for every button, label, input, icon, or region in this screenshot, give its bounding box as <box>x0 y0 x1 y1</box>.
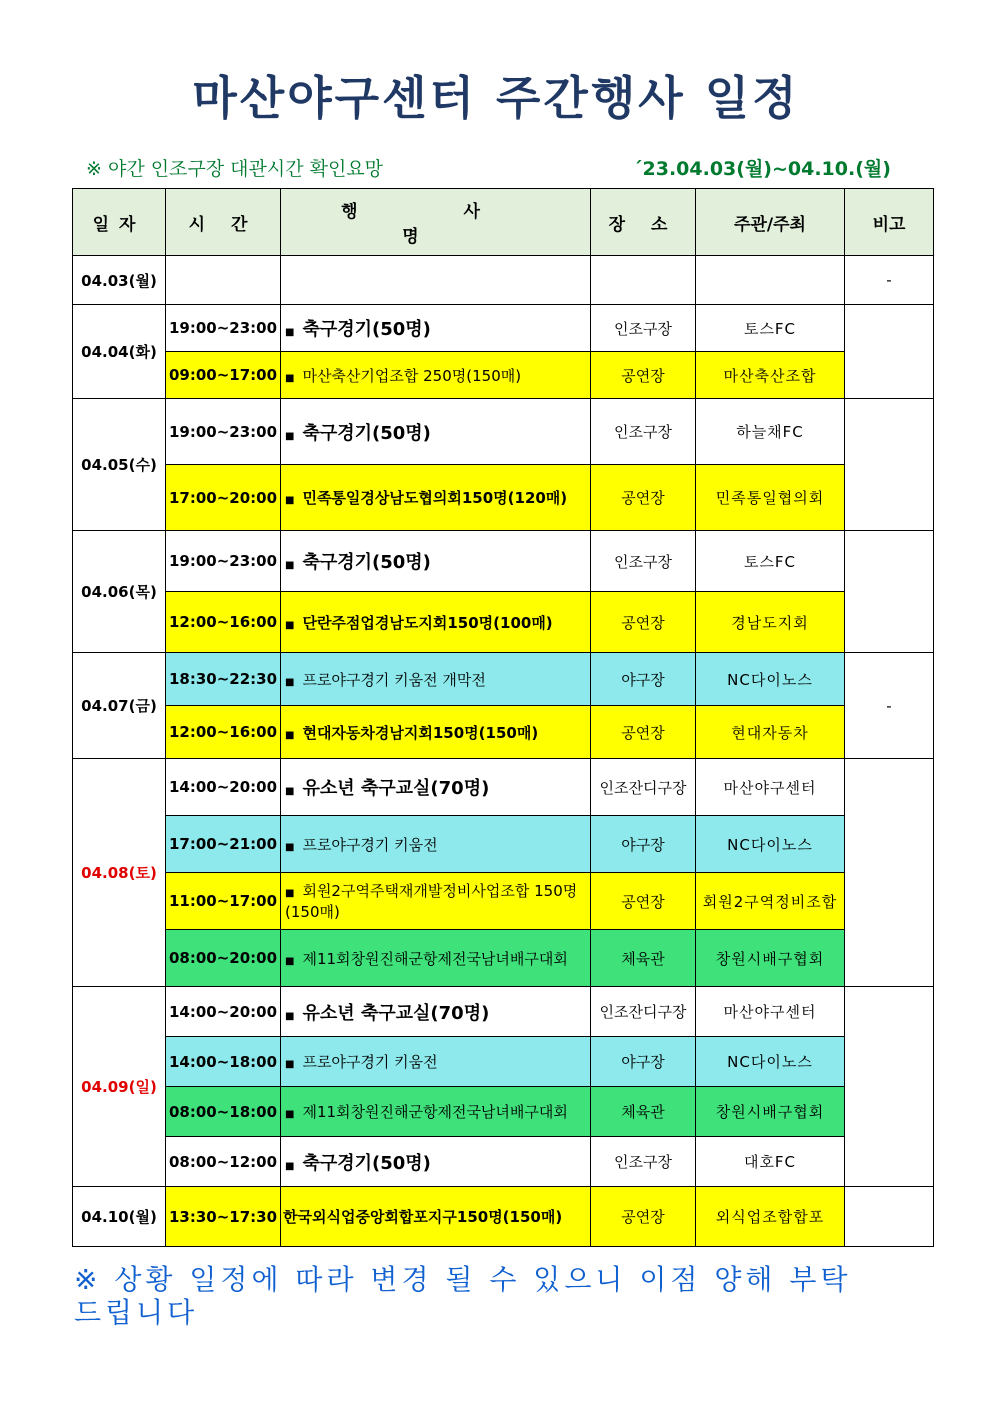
time-cell: 12:00~16:00 <box>166 592 281 653</box>
place-cell: 공연장 <box>591 592 696 653</box>
date-cell: 04.05(수) <box>73 399 166 531</box>
date-cell: 04.03(월) <box>73 256 166 305</box>
time-cell: 12:00~16:00 <box>166 706 281 759</box>
table-row <box>73 399 934 465</box>
table-row <box>73 465 934 531</box>
table-row <box>73 531 934 592</box>
date-cell: 04.09(일) <box>73 987 166 1187</box>
bullet-icon: ■ <box>285 495 295 506</box>
bullet-icon: ■ <box>285 888 295 899</box>
place-cell: 야구장 <box>591 816 696 873</box>
event-cell: ■ 마산축산기업조합 250명(150매) <box>281 352 591 399</box>
schedule-table <box>72 188 934 1247</box>
org-cell: 민족통일협의회 <box>696 465 845 531</box>
event-cell: ■ 축구경기(50명) <box>281 531 591 592</box>
time-cell: 19:00~23:00 <box>166 305 281 352</box>
bullet-icon: ■ <box>285 327 295 338</box>
memo-cell: - <box>845 256 934 305</box>
header-org: 주관/주최 <box>696 189 845 256</box>
event-cell: ■ 현대자동차경남지회150명(150매) <box>281 706 591 759</box>
memo-cell <box>845 531 934 653</box>
org-cell: 외식업조합합포 <box>696 1187 845 1247</box>
date-cell: 04.06(목) <box>73 531 166 653</box>
time-cell: 14:00~18:00 <box>166 1037 281 1087</box>
event-cell: ■ 민족통일경상남도협의회150명(120매) <box>281 465 591 531</box>
bullet-icon: ■ <box>285 560 295 571</box>
place-cell: 체육관 <box>591 1087 696 1137</box>
event-cell: ■ 프로야구경기 키움전 <box>281 816 591 873</box>
bullet-icon: ■ <box>285 1109 295 1120</box>
memo-cell <box>845 305 934 399</box>
period-text: ´23.04.03(월)~04.10.(월) <box>633 158 891 180</box>
org-cell: 마산야구센터 <box>696 759 845 816</box>
event-cell <box>281 256 591 305</box>
org-cell: 회원2구역정비조합 <box>696 873 845 930</box>
place-cell: 인조구장 <box>591 305 696 352</box>
bullet-icon: ■ <box>285 786 295 797</box>
org-cell: 창원시배구협회 <box>696 1087 845 1137</box>
event-cell: ■ 축구경기(50명) <box>281 1137 591 1187</box>
org-cell <box>696 256 845 305</box>
place-cell: 야구장 <box>591 653 696 706</box>
org-cell: 현대자동차 <box>696 706 845 759</box>
event-cell: 한국외식업중앙회합포지구150명(150매) <box>281 1187 591 1247</box>
bullet-icon: ■ <box>285 372 295 384</box>
table-row <box>73 352 934 399</box>
org-cell: NC다이노스 <box>696 653 845 706</box>
table-row <box>73 706 934 759</box>
event-cell: ■ 프로야구경기 키움전 <box>281 1037 591 1087</box>
org-cell: 마산축산조합 <box>696 352 845 399</box>
org-cell: 경남도지회 <box>696 592 845 653</box>
org-cell: 토스FC <box>696 531 845 592</box>
time-cell: 14:00~20:00 <box>166 759 281 816</box>
org-cell: NC다이노스 <box>696 816 845 873</box>
table-row <box>73 987 934 1037</box>
place-cell: 인조구장 <box>591 399 696 465</box>
org-cell: 대호FC <box>696 1137 845 1187</box>
time-cell: 17:00~20:00 <box>166 465 281 531</box>
table-row <box>73 653 934 706</box>
table-row <box>73 256 934 305</box>
time-cell: 08:00~12:00 <box>166 1137 281 1187</box>
event-cell: ■ 유소년 축구교실(70명) <box>281 759 591 816</box>
time-cell: 14:00~20:00 <box>166 987 281 1037</box>
place-cell: 인조잔디구장 <box>591 759 696 816</box>
table-row <box>73 1137 934 1187</box>
footer-notice: ※ 상황 일정에 따라 변경 될 수 있으니 이점 양해 부탁드립니다 <box>74 1263 852 1329</box>
table-row <box>73 1037 934 1087</box>
place-cell: 야구장 <box>591 1037 696 1087</box>
bullet-icon: ■ <box>285 619 295 631</box>
bullet-icon: ■ <box>285 1160 295 1172</box>
memo-cell <box>845 987 934 1187</box>
place-cell: 공연장 <box>591 352 696 399</box>
time-cell <box>166 256 281 305</box>
time-cell: 08:00~18:00 <box>166 1087 281 1137</box>
time-cell: 19:00~23:00 <box>166 531 281 592</box>
event-cell: ■ 회원2구역주택재개발정비사업조합 150명(150매) <box>281 873 591 930</box>
date-cell: 04.10(월) <box>73 1187 166 1247</box>
time-cell: 09:00~17:00 <box>166 352 281 399</box>
event-cell: ■ 유소년 축구교실(70명) <box>281 987 591 1037</box>
bullet-icon: ■ <box>285 841 295 853</box>
event-cell: ■ 프로야구경기 키움전 개막전 <box>281 653 591 706</box>
place-cell: 공연장 <box>591 706 696 759</box>
memo-cell: - <box>845 653 934 759</box>
table-row <box>73 873 934 930</box>
bullet-icon: ■ <box>285 676 295 688</box>
time-cell: 11:00~17:00 <box>166 873 281 930</box>
table-row <box>73 305 934 352</box>
place-cell: 인조구장 <box>591 1137 696 1187</box>
org-cell: 토스FC <box>696 305 845 352</box>
org-cell: 창원시배구협회 <box>696 930 845 987</box>
header-time: 시 간 <box>166 189 281 256</box>
place-cell: 공연장 <box>591 873 696 930</box>
time-cell: 18:30~22:30 <box>166 653 281 706</box>
date-cell: 04.04(화) <box>73 305 166 399</box>
header-place: 장 소 <box>591 189 696 256</box>
bullet-icon: ■ <box>285 1010 295 1022</box>
place-cell: 공연장 <box>591 1187 696 1247</box>
org-cell: 하늘채FC <box>696 399 845 465</box>
table-row <box>73 759 934 816</box>
table-row <box>73 592 934 653</box>
place-cell: 인조구장 <box>591 531 696 592</box>
time-cell: 13:30~17:30 <box>166 1187 281 1247</box>
event-cell: ■ 축구경기(50명) <box>281 305 591 352</box>
event-cell: ■ 축구경기(50명) <box>281 399 591 465</box>
place-cell: 인조잔디구장 <box>591 987 696 1037</box>
table-row <box>73 930 934 987</box>
bullet-icon: ■ <box>285 955 295 967</box>
table-row <box>73 1087 934 1137</box>
table-header-row <box>73 189 934 256</box>
header-date: 일자 <box>73 189 166 256</box>
bullet-icon: ■ <box>285 430 295 442</box>
bullet-icon: ■ <box>285 1059 295 1070</box>
header-event: 행 사 명 <box>281 189 591 256</box>
place-cell: 체육관 <box>591 930 696 987</box>
org-cell: NC다이노스 <box>696 1037 845 1087</box>
notice-text: ※ 야간 인조구장 대관시간 확인요망 <box>86 158 384 180</box>
time-cell: 17:00~21:00 <box>166 816 281 873</box>
memo-cell <box>845 1187 934 1247</box>
place-cell: 공연장 <box>591 465 696 531</box>
header-memo: 비고 <box>845 189 934 256</box>
table-row <box>73 1187 934 1247</box>
table-row <box>73 816 934 873</box>
time-cell: 08:00~20:00 <box>166 930 281 987</box>
date-cell: 04.07(금) <box>73 653 166 759</box>
event-cell: ■ 제11회창원진해군항제전국남녀배구대회 <box>281 930 591 987</box>
event-cell: ■ 단란주점업경남도지회150명(100매) <box>281 592 591 653</box>
memo-cell <box>845 399 934 531</box>
bullet-icon: ■ <box>285 729 295 741</box>
place-cell <box>591 256 696 305</box>
date-cell: 04.08(토) <box>73 759 166 987</box>
event-cell: ■ 제11회창원진해군항제전국남녀배구대회 <box>281 1087 591 1137</box>
page-title: 마산야구센터 주간행사 일정 <box>192 71 800 125</box>
time-cell: 19:00~23:00 <box>166 399 281 465</box>
memo-cell <box>845 759 934 987</box>
org-cell: 마산야구센터 <box>696 987 845 1037</box>
